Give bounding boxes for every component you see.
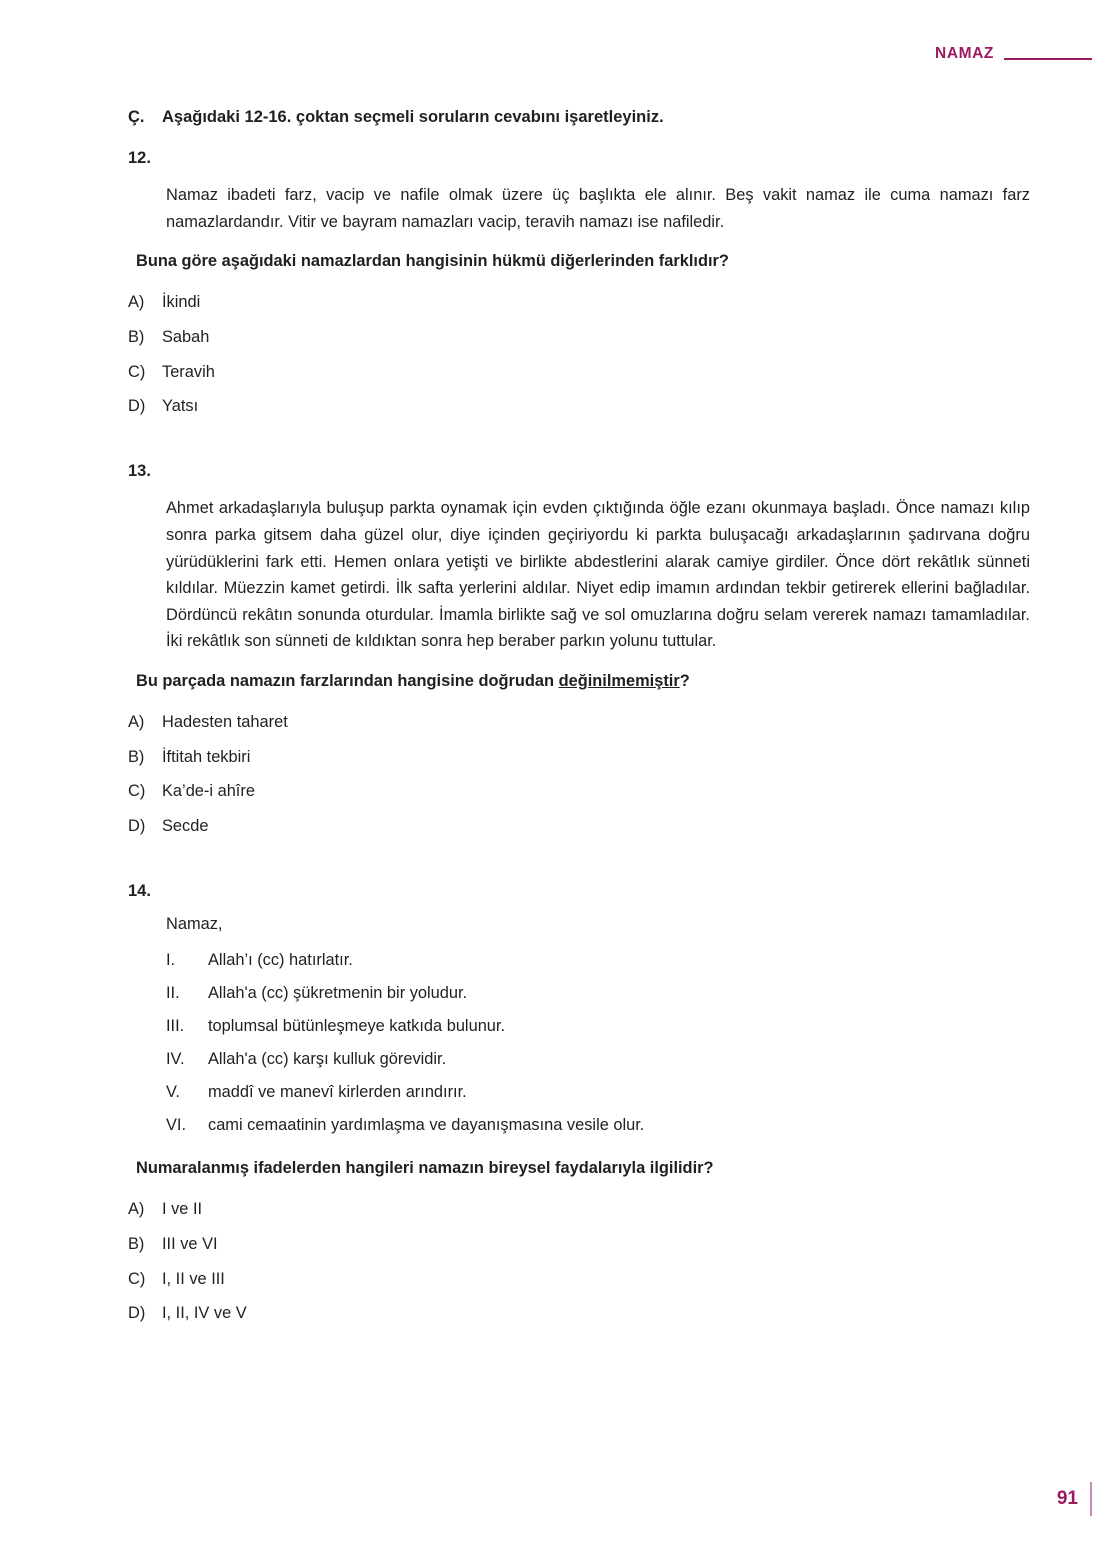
roman-item-text: maddî ve manevî kirlerden arındırır.: [208, 1083, 467, 1102]
option-b-letter: B): [128, 327, 145, 346]
option-b[interactable]: [128, 740, 1030, 775]
roman-item-number: IV.: [166, 1050, 185, 1069]
question-13-prompt-underlined: değinilmemiştir: [558, 671, 680, 690]
question-13-prompt-after: ?: [679, 671, 690, 690]
roman-item-number: II.: [166, 984, 180, 1003]
spacer: [128, 844, 1030, 882]
page-header-rule: [1004, 58, 1092, 60]
question-12-passage-text: Namaz ibadeti farz, vacip ve nafile olmak üzere üç başlıkta ele alınır. Beş vakit namaz ile cuma namazı farz namazlardandır. Vitir ve bayram namazları vacip, teravih namazı ise nafiledir.: [166, 186, 1030, 231]
roman-item-number: V.: [166, 1083, 180, 1102]
option-d[interactable]: [128, 390, 1030, 425]
section-instruction: [128, 108, 1030, 127]
roman-item-text: cami cemaatinin yardımlaşma ve dayanışmasına vesile olur.: [208, 1116, 645, 1135]
page-footer-rule: [1090, 1482, 1092, 1516]
question-14-roman-list: [166, 944, 1030, 1142]
option-b-letter: B): [128, 747, 145, 766]
question-12-passage: [166, 182, 1030, 235]
page-number: 91: [1056, 1488, 1078, 1509]
roman-item-number: III.: [166, 1017, 185, 1036]
option-d-text: Yatsı: [162, 397, 199, 416]
option-a-text: İkindi: [162, 293, 201, 312]
question-13: [128, 462, 1030, 844]
option-d[interactable]: [128, 1297, 1030, 1332]
spacer: [128, 424, 1030, 462]
option-b-text: III ve VI: [162, 1234, 218, 1253]
option-a-text: I ve II: [162, 1200, 203, 1219]
option-a-letter: A): [128, 293, 145, 312]
option-c[interactable]: [128, 775, 1030, 810]
option-d-letter: D): [128, 816, 146, 835]
option-d-letter: D): [128, 397, 146, 416]
question-12: [128, 149, 1030, 424]
option-d-letter: D): [128, 1304, 146, 1323]
option-b-text: Sabah: [162, 327, 210, 346]
roman-item: [166, 1076, 1030, 1109]
roman-item-number: I.: [166, 951, 176, 970]
option-a-letter: A): [128, 712, 145, 731]
question-12-options: [128, 286, 1030, 425]
page-header-title: NAMAZ: [935, 45, 994, 62]
option-c[interactable]: [128, 1262, 1030, 1297]
option-a-text: Hadesten taharet: [162, 712, 288, 731]
option-a-letter: A): [128, 1200, 145, 1219]
option-d[interactable]: [128, 809, 1030, 844]
option-d-text: Secde: [162, 816, 209, 835]
option-c-letter: C): [128, 782, 146, 801]
question-14-intro: Namaz,: [166, 915, 223, 934]
question-13-passage-text: Ahmet arkadaşlarıyla buluşup parkta oynamak için evden çıktığında öğle ezanı okunmaya başladı. Önce namazı kılıp sonra parka gitsem daha güzel olur, diye içinden geçiriyordu ki parkta buluşacağı arkadaşlarının şadırvana doğru yürüdüklerini fark etti. Hemen onlara yetişti ve birlikte abdestlerini alarak camiye girdiler. Önce dört rekâtlık sünneti kıldılar. Müezzin kamet getirdi. İlk safta yerlerini aldılar. Niyet edip imamın ardından tekbir getirerek ellerini bağladılar. Dördüncü rekâtın sonunda oturdular. İmamla birlikte sağ ve sol omuzlarına doğru selam vererek namazı tamamladılar. İki rekâtlık son sünneti de kıldıktan sonra hep beraber parkın yolunu tuttular.: [166, 499, 1030, 651]
question-13-prompt: [136, 669, 1030, 694]
option-d-text: I, II, IV ve V: [162, 1304, 247, 1323]
option-b[interactable]: [128, 1227, 1030, 1262]
roman-item-text: Allah'a (cc) karşı kulluk görevidir.: [208, 1050, 447, 1069]
option-a[interactable]: [128, 286, 1030, 321]
option-c-text: Ka’de-i ahîre: [162, 782, 255, 801]
roman-item: [166, 944, 1030, 977]
question-12-number: 12.: [128, 149, 151, 167]
roman-item-number: VI.: [166, 1116, 187, 1135]
section-letter: Ç.: [128, 108, 145, 126]
roman-item-text: toplumsal bütünleşmeye katkıda bulunur.: [208, 1017, 506, 1036]
question-13-options: [128, 705, 1030, 844]
roman-item: [166, 1109, 1030, 1142]
option-a[interactable]: [128, 1193, 1030, 1228]
question-13-number: 13.: [128, 462, 151, 481]
page-footer: [1057, 1482, 1092, 1516]
option-c[interactable]: [128, 355, 1030, 390]
page-content: [128, 108, 1030, 1331]
option-b[interactable]: [128, 320, 1030, 355]
option-c-letter: C): [128, 362, 146, 381]
section-instruction-text: Aşağıdaki 12-16. çoktan seçmeli soruların cevabını işaretleyiniz.: [162, 108, 664, 126]
option-b-text: İftitah tekbiri: [162, 747, 251, 766]
question-13-passage: [166, 495, 1030, 654]
question-14: [128, 882, 1030, 1331]
option-c-text: I, II ve III: [162, 1269, 225, 1288]
roman-item: [166, 1043, 1030, 1076]
option-a[interactable]: [128, 705, 1030, 740]
question-14-number: 14.: [128, 882, 151, 901]
question-14-prompt: Numaralanmış ifadelerden hangileri namazın bireysel faydalarıyla ilgilidir?: [136, 1159, 714, 1178]
roman-item: [166, 1010, 1030, 1043]
roman-item: [166, 977, 1030, 1010]
roman-item-text: Allah'a (cc) şükretmenin bir yoludur.: [208, 984, 468, 1003]
option-c-letter: C): [128, 1269, 146, 1288]
question-12-prompt: Buna göre aşağıdaki namazlardan hangisinin hükmü diğerlerinden farklıdır?: [136, 252, 729, 271]
option-b-letter: B): [128, 1234, 145, 1253]
roman-item-text: Allah’ı (cc) hatırlatır.: [208, 951, 353, 970]
question-14-options: [128, 1193, 1030, 1332]
option-c-text: Teravih: [162, 362, 215, 381]
question-13-prompt-before: Bu parçada namazın farzlarından hangisine doğrudan: [136, 671, 559, 690]
page-header: [0, 40, 1092, 68]
